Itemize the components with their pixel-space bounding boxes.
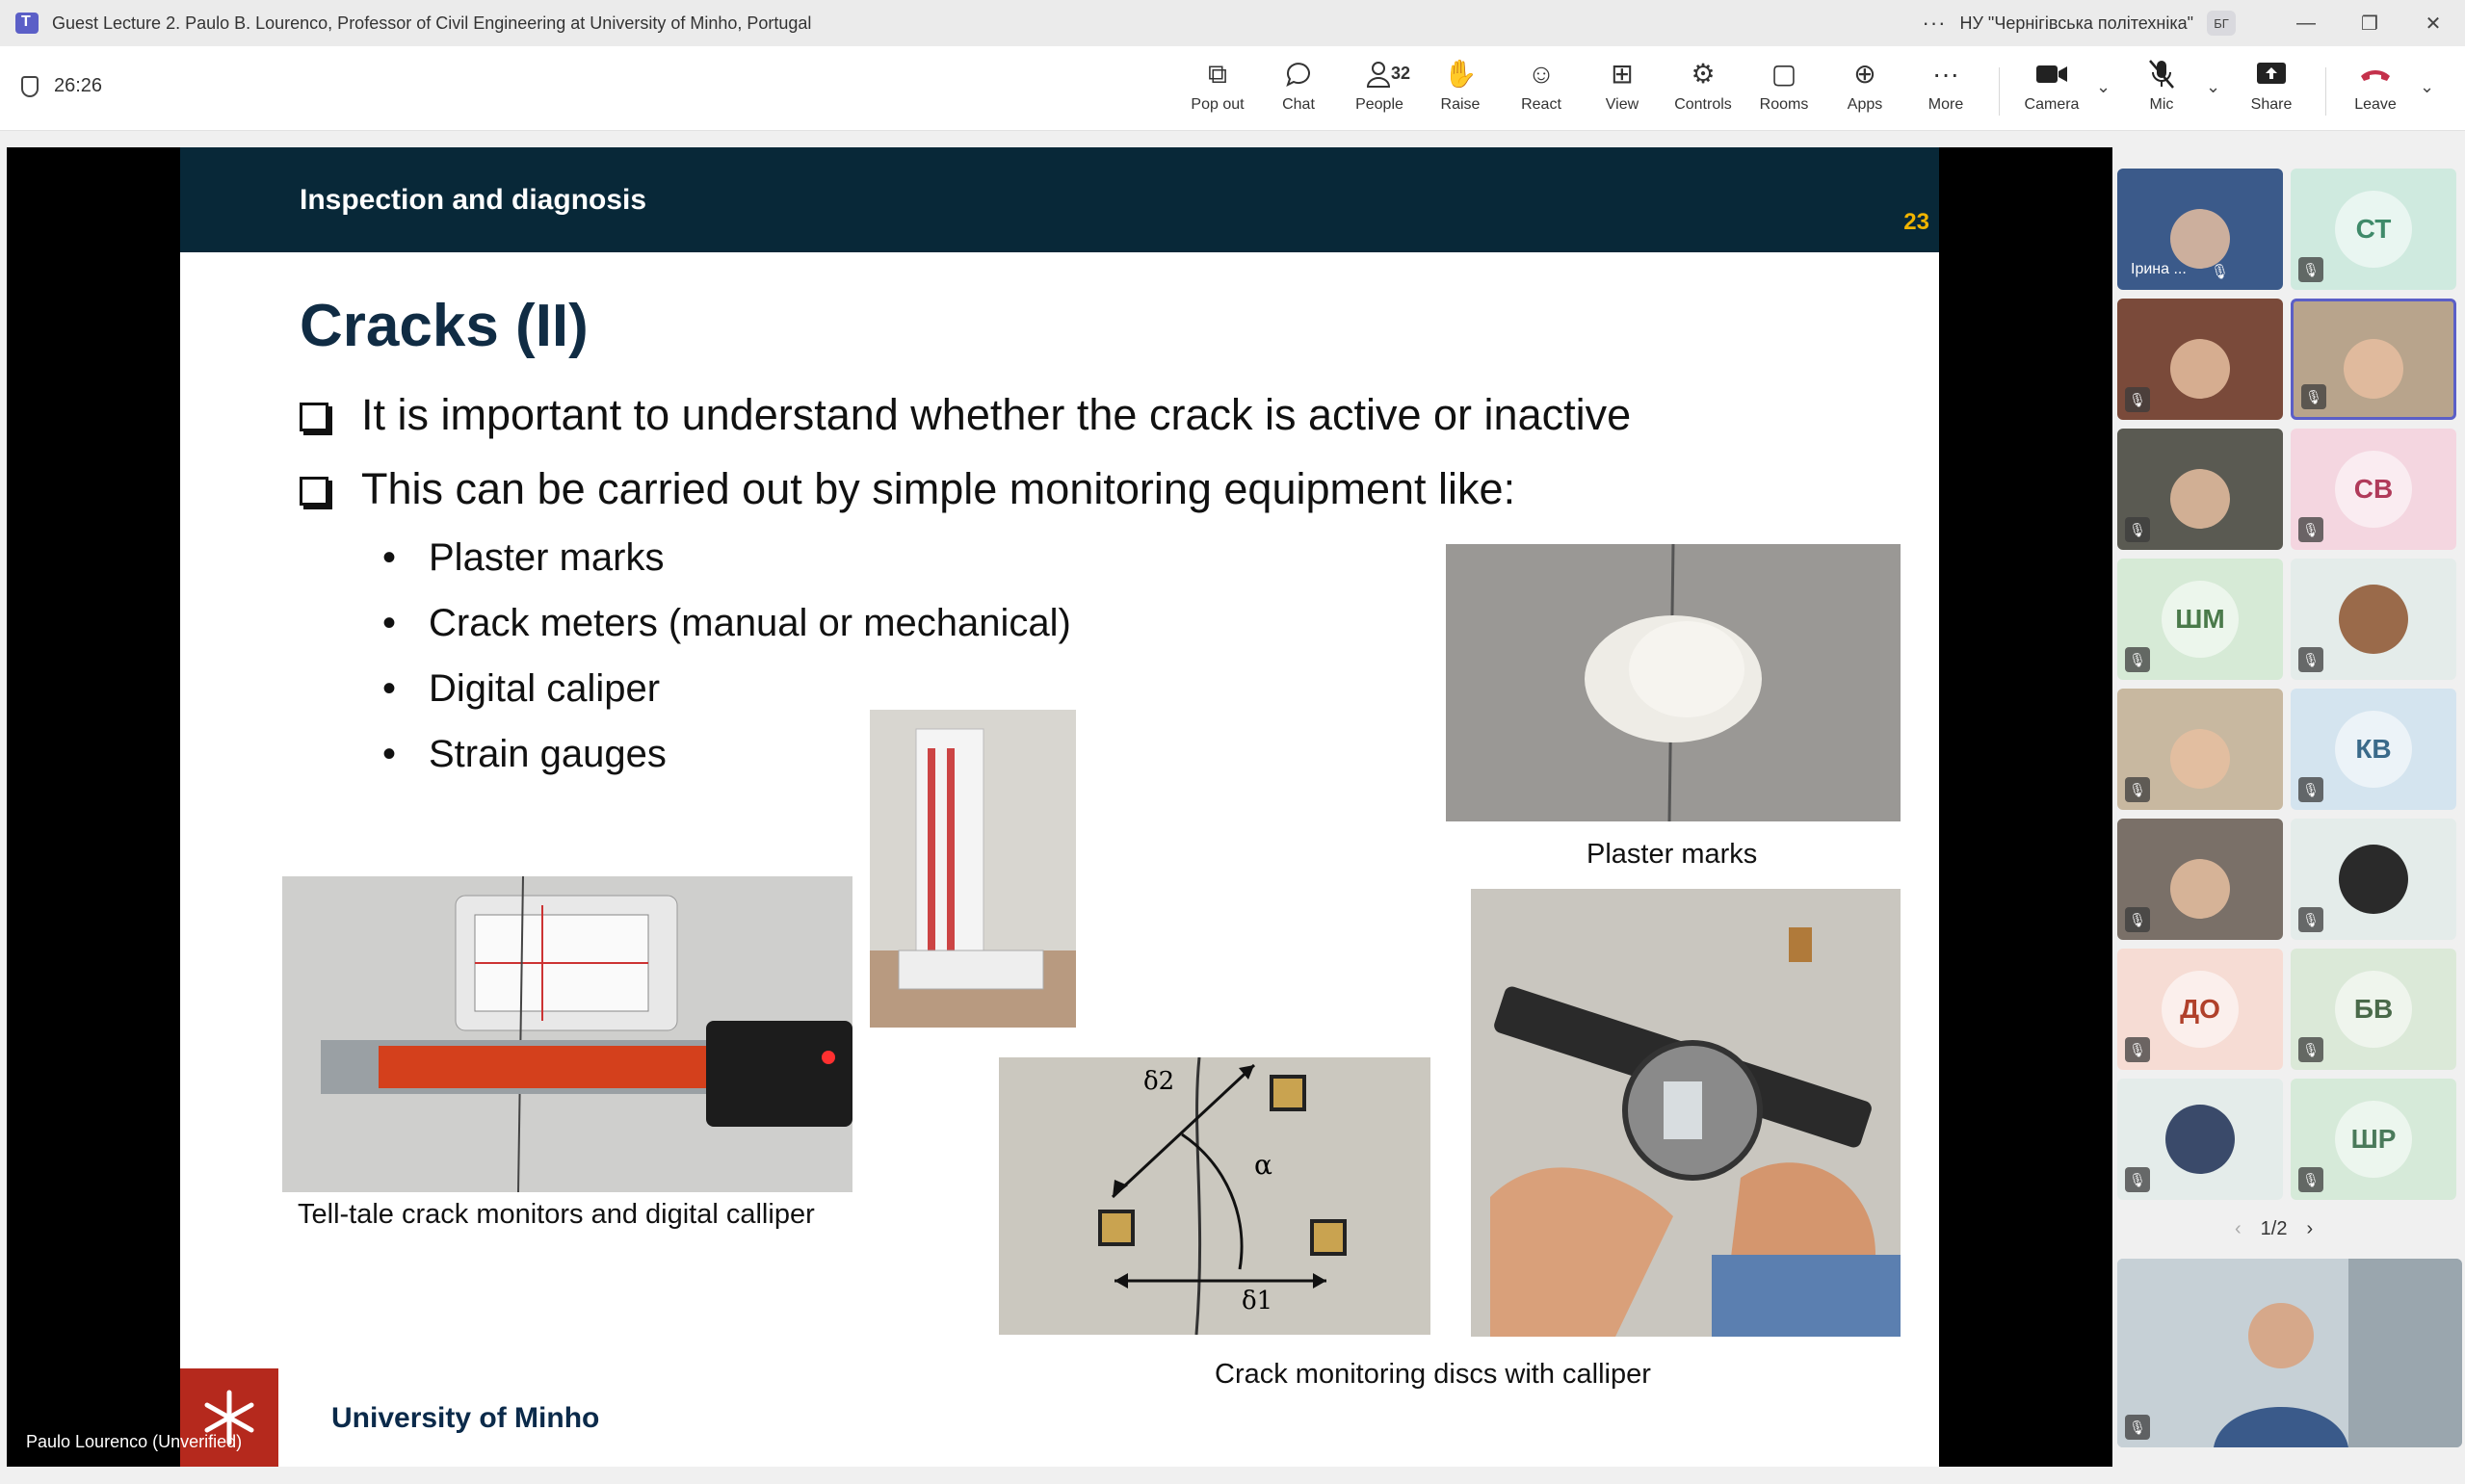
controls-icon: ⚙ bbox=[1691, 59, 1716, 89]
participant-tile[interactable] bbox=[2291, 559, 2456, 680]
toolbar-divider bbox=[1999, 67, 2000, 116]
participant-video-tile[interactable] bbox=[2117, 299, 2283, 420]
toolbar-divider bbox=[2325, 67, 2326, 116]
camera-icon bbox=[2035, 58, 2068, 91]
participant-avatar bbox=[2339, 845, 2408, 914]
mic-off-icon: 🎙 bbox=[2301, 384, 2326, 409]
bullet-text: It is important to understand whether the crack is active or inactive bbox=[361, 390, 1632, 439]
chevron-right-icon[interactable]: › bbox=[2306, 1218, 2314, 1239]
meeting-toolbar bbox=[0, 46, 2465, 131]
plaster-marks-photo bbox=[1446, 544, 1901, 821]
pop-out-icon: ⧉ bbox=[1208, 59, 1227, 89]
more-button[interactable] bbox=[1907, 58, 1984, 121]
mic-button[interactable] bbox=[2123, 58, 2200, 121]
participant-tile[interactable] bbox=[2291, 429, 2456, 550]
telltale-monitor-photo bbox=[282, 876, 852, 1192]
bullet-dot: • bbox=[382, 602, 397, 644]
teams-logo-icon bbox=[15, 13, 39, 34]
mic-off-icon: 🎙 bbox=[2125, 777, 2150, 802]
participant-name: Ірина ... bbox=[2131, 261, 2187, 277]
presenter-name-label: Paulo Lourenco (Unverified) bbox=[26, 1432, 243, 1451]
mic-off-icon: 🎙 bbox=[2298, 1037, 2323, 1062]
participant-initials: СТ bbox=[2335, 191, 2412, 268]
mic-off-icon: 🎙 bbox=[2125, 387, 2150, 412]
view-grid-icon: ⊞ bbox=[1611, 59, 1634, 89]
mic-off-icon: 🎙 bbox=[2298, 1167, 2323, 1192]
timer-text: 26:26 bbox=[54, 75, 103, 96]
mic-off-icon: 🎙 bbox=[2125, 647, 2150, 672]
title-bar-right bbox=[1923, 0, 2465, 46]
participant-tile[interactable] bbox=[2117, 559, 2283, 680]
leave-button[interactable] bbox=[2337, 58, 2414, 121]
sub-bullet-text: Digital caliper bbox=[429, 667, 661, 710]
participant-video bbox=[2170, 339, 2230, 399]
participant-avatar bbox=[2165, 1105, 2235, 1174]
bullet-dot: • bbox=[382, 667, 397, 710]
camera-options-chevron-icon[interactable]: ⌄ bbox=[2096, 77, 2111, 96]
people-label: People bbox=[1355, 96, 1403, 113]
mic-off-icon: 🎙 bbox=[2298, 257, 2323, 282]
people-count: 32 bbox=[1391, 64, 1411, 83]
close-button[interactable]: ✕ bbox=[2425, 13, 2442, 35]
rooms-icon: ▢ bbox=[1770, 59, 1797, 89]
raise-hand-button[interactable] bbox=[1422, 58, 1499, 121]
leave-label: Leave bbox=[2354, 96, 2397, 113]
share-button[interactable] bbox=[2233, 58, 2310, 121]
participant-initials: КВ bbox=[2335, 711, 2412, 788]
raise-label: Raise bbox=[1440, 96, 1481, 113]
mic-off-icon: 🎙 bbox=[2298, 907, 2323, 932]
mic-off-icon: 🎙 bbox=[2125, 1167, 2150, 1192]
slide-sub-bullet bbox=[382, 733, 667, 776]
react-label: React bbox=[1521, 96, 1561, 113]
mic-off-icon bbox=[2145, 58, 2178, 91]
slide-header bbox=[180, 147, 1939, 252]
participant-video-tile[interactable] bbox=[2291, 299, 2456, 420]
university-name: University of Minho bbox=[331, 1402, 600, 1434]
view-button[interactable] bbox=[1584, 58, 1661, 121]
participant-video-tile[interactable] bbox=[2117, 169, 2283, 290]
sub-bullet-text: Crack meters (manual or mechanical) bbox=[429, 602, 1071, 644]
gallery-page-label: 1/2 bbox=[2260, 1218, 2288, 1239]
sub-bullet-text: Strain gauges bbox=[429, 733, 667, 775]
bullet-dot: • bbox=[382, 733, 397, 775]
participant-tile[interactable] bbox=[2291, 819, 2456, 940]
shared-screen-stage bbox=[7, 147, 2112, 1467]
telltale-caption: Tell-tale crack monitors and digital calliper bbox=[298, 1199, 815, 1230]
org-name[interactable]: НУ "Чернігівська політехніка" bbox=[1959, 13, 2193, 33]
participant-tile[interactable] bbox=[2291, 949, 2456, 1070]
hand-icon: ✋ bbox=[1443, 59, 1478, 89]
meeting-title: Guest Lecture 2. Paulo B. Lourenco, Professor of Civil Engineering at University of Minho, Portugal bbox=[52, 13, 812, 33]
view-label: View bbox=[1605, 96, 1639, 113]
slide-title: Cracks (II) bbox=[300, 293, 589, 359]
mic-off-icon: 🎙 bbox=[2298, 517, 2323, 542]
mic-off-icon: 🎙 bbox=[2298, 647, 2323, 672]
participant-tile[interactable] bbox=[2291, 169, 2456, 290]
chat-label: Chat bbox=[1282, 96, 1315, 113]
participant-tile[interactable] bbox=[2291, 689, 2456, 810]
chevron-left-icon[interactable]: ‹ bbox=[2235, 1218, 2242, 1239]
more-options-icon[interactable]: ··· bbox=[1922, 11, 1947, 35]
mic-label: Mic bbox=[2149, 96, 2174, 113]
share-label: Share bbox=[2250, 96, 2293, 113]
mic-off-icon: 🎙 bbox=[2125, 517, 2150, 542]
slide-sub-bullet bbox=[382, 602, 1071, 645]
alpha-label: α bbox=[1254, 1149, 1272, 1181]
participant-tile[interactable] bbox=[2117, 1079, 2283, 1200]
smile-icon: ☺ bbox=[1527, 59, 1556, 89]
more-icon: ··· bbox=[1932, 59, 1959, 89]
participant-initials: СВ bbox=[2335, 451, 2412, 528]
participant-tile[interactable] bbox=[2291, 1079, 2456, 1200]
participant-video bbox=[2170, 209, 2230, 269]
participant-video-tile[interactable] bbox=[2117, 819, 2283, 940]
mic-off-icon: 🎙 bbox=[2125, 1037, 2150, 1062]
presentation-slide bbox=[180, 147, 1939, 1467]
bullet-dot: • bbox=[382, 536, 397, 579]
chat-button[interactable] bbox=[1260, 58, 1337, 121]
controls-label: Controls bbox=[1674, 96, 1732, 113]
camera-label: Camera bbox=[2024, 96, 2080, 113]
participant-initials: ДО bbox=[2162, 971, 2239, 1048]
slide-bullet bbox=[300, 464, 1515, 514]
chat-icon bbox=[1282, 58, 1315, 91]
gallery-pager bbox=[2235, 1218, 2313, 1240]
slide-sub-bullet bbox=[382, 667, 660, 711]
react-button[interactable] bbox=[1503, 58, 1580, 121]
mic-off-icon: 🎙 bbox=[2125, 1415, 2150, 1440]
camera-button[interactable] bbox=[2013, 58, 2090, 121]
share-icon bbox=[2255, 58, 2288, 91]
mic-off-icon: 🎙 bbox=[2125, 907, 2150, 932]
shield-icon bbox=[21, 76, 39, 97]
checkbox-bullet-icon bbox=[300, 477, 328, 506]
sub-bullet-text: Plaster marks bbox=[429, 536, 665, 579]
checkbox-bullet-icon bbox=[300, 403, 328, 431]
leave-phone-icon bbox=[2359, 58, 2392, 91]
pop-out-label: Pop out bbox=[1191, 96, 1245, 113]
participant-video bbox=[2170, 469, 2230, 529]
participant-video-tile[interactable] bbox=[2117, 689, 2283, 810]
self-view-tile[interactable] bbox=[2117, 1259, 2462, 1447]
pop-out-button[interactable] bbox=[1179, 58, 1256, 121]
mic-options-chevron-icon[interactable]: ⌄ bbox=[2206, 77, 2221, 96]
delta1-label: δ1 bbox=[1242, 1287, 1273, 1315]
participant-initials: ШМ bbox=[2162, 581, 2239, 658]
bullet-text: This can be carried out by simple monitoring equipment like: bbox=[361, 464, 1516, 513]
leave-options-chevron-icon[interactable]: ⌄ bbox=[2420, 77, 2435, 96]
delta2-label: δ2 bbox=[1143, 1067, 1175, 1096]
slide-section-title: Inspection and diagnosis bbox=[300, 184, 647, 216]
mic-off-icon: 🎙 bbox=[2210, 264, 2229, 280]
mic-off-icon: 🎙 bbox=[2298, 777, 2323, 802]
meeting-timer bbox=[21, 75, 102, 97]
apps-label: Apps bbox=[1847, 96, 1883, 113]
digital-calliper-photo bbox=[1471, 889, 1901, 1337]
apps-button[interactable] bbox=[1826, 58, 1903, 121]
crack-discs-diagram bbox=[999, 1057, 1430, 1335]
participant-video bbox=[2170, 859, 2230, 919]
crack-discs-caption: Crack monitoring discs with calliper bbox=[1215, 1359, 1651, 1390]
more-label: More bbox=[1927, 96, 1964, 113]
minimize-button[interactable]: — bbox=[2296, 12, 2316, 34]
participant-video bbox=[2344, 339, 2403, 399]
participant-initials: ШР bbox=[2335, 1101, 2412, 1178]
participant-video bbox=[2170, 729, 2230, 789]
title-bar bbox=[0, 0, 2465, 46]
participant-initials: БВ bbox=[2335, 971, 2412, 1048]
slide-page-number: 23 bbox=[1903, 209, 1929, 235]
slide-bullet bbox=[300, 390, 1631, 440]
restore-button[interactable]: ❐ bbox=[2361, 13, 2378, 35]
rooms-button[interactable] bbox=[1745, 58, 1823, 121]
participant-tile[interactable] bbox=[2117, 949, 2283, 1070]
org-badge[interactable]: БГ bbox=[2207, 11, 2236, 36]
plaster-marks-caption: Plaster marks bbox=[1587, 839, 1758, 870]
participant-avatar bbox=[2339, 585, 2408, 654]
slide-sub-bullet bbox=[382, 536, 665, 580]
people-button[interactable] bbox=[1341, 58, 1418, 121]
participant-video-tile[interactable] bbox=[2117, 429, 2283, 550]
rooms-label: Rooms bbox=[1759, 96, 1809, 113]
crack-meter-photo bbox=[870, 710, 1076, 1028]
apps-icon: ⊕ bbox=[1853, 59, 1876, 89]
controls-button[interactable] bbox=[1665, 58, 1742, 121]
